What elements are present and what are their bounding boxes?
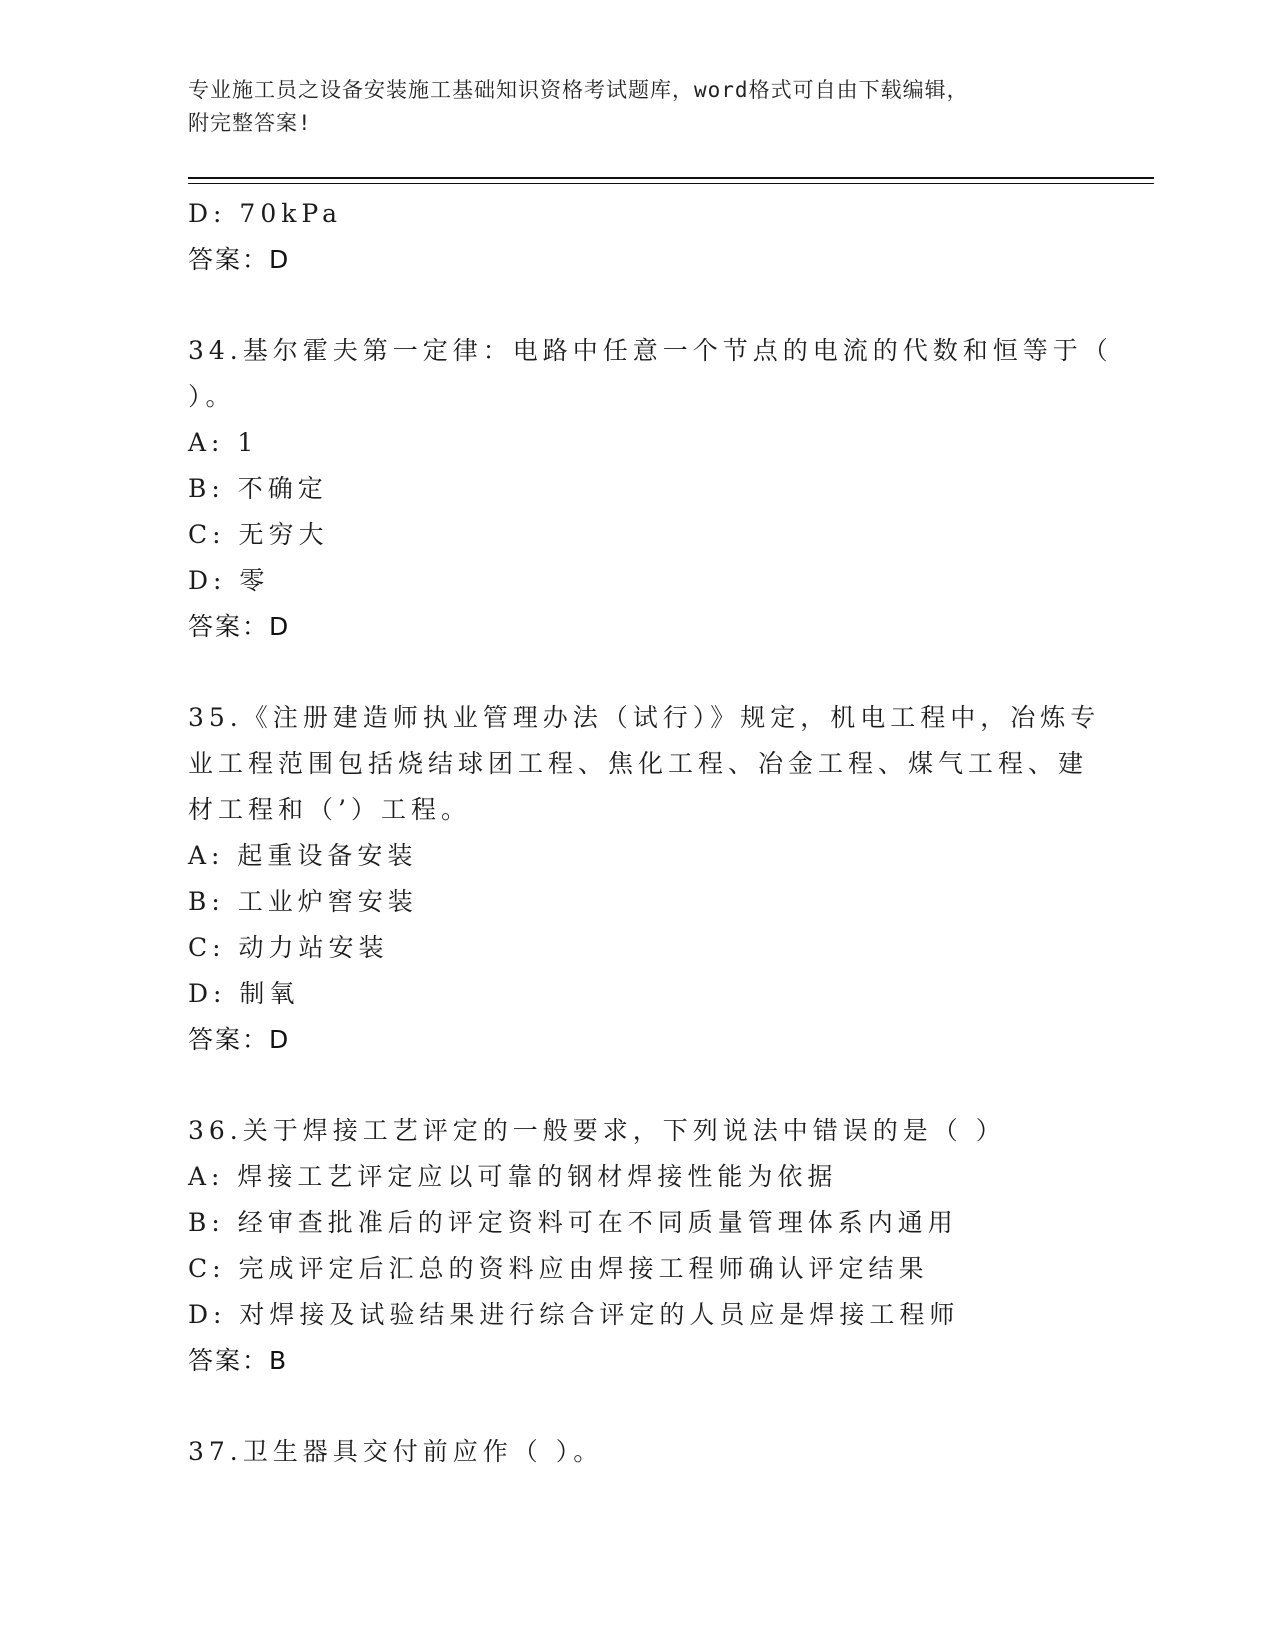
question-stem: 36.关于焊接工艺评定的一般要求，下列说法中错误的是（ ） (188, 1116, 1006, 1145)
option-a: A: 起重设备安装 (188, 841, 418, 870)
question-37 (188, 1429, 1088, 1475)
answer-line: 答案：D (188, 245, 291, 274)
option-c: C: 无穷大 (188, 520, 329, 549)
option-a: A: 1 (188, 428, 259, 457)
option-c: C: 动力站安装 (188, 933, 389, 962)
question-stem: 材工程和（’）工程。 (188, 795, 471, 824)
header-line-1: 专业施工员之设备安装施工基础知识资格考试题库，word格式可自由下载编辑， (188, 78, 969, 102)
question-36 (188, 1108, 1088, 1384)
question-stem: 35.《注册建造师执业管理办法（试行）》规定，机电工程中，冶炼专 (188, 703, 1101, 732)
answer-line: 答案：D (188, 612, 291, 641)
page-header (188, 74, 1088, 140)
question-35 (188, 695, 1101, 1063)
question-stem: ）。 (188, 382, 236, 411)
option-d: D: 对焊接及试验结果进行综合评定的人员应是焊接工程师 (188, 1300, 960, 1329)
question-34 (188, 328, 1113, 650)
option-b: B: 工业炉窖安装 (188, 887, 418, 916)
question-content (188, 191, 1113, 1475)
question-stem: 业工程范围包括烧结球团工程、焦化工程、冶金工程、煤气工程、建 (188, 749, 1089, 778)
option-d: D: 零 (188, 566, 270, 595)
question-stem: 37.卫生器具交付前应作（ ）。 (188, 1437, 604, 1466)
header-line-2: 附完整答案! (188, 111, 312, 135)
option-d: D: 70kPa (188, 199, 342, 228)
answer-line: 答案：B (188, 1346, 289, 1375)
answer-line: 答案：D (188, 1025, 291, 1054)
question-stem: 34.基尔霍夫第一定律：电路中任意一个节点的电流的代数和恒等于（ (188, 336, 1113, 365)
header-rule-thin (188, 183, 1154, 184)
header-rule-thick (188, 177, 1154, 179)
option-d: D: 制氧 (188, 979, 300, 1008)
option-a: A: 焊接工艺评定应以可靠的钢材焊接性能为依据 (188, 1162, 838, 1191)
option-c: C: 完成评定后汇总的资料应由焊接工程师确认评定结果 (188, 1254, 929, 1283)
option-b: B: 经审查批准后的评定资料可在不同质量管理体系内通用 (188, 1208, 958, 1237)
option-b: B: 不确定 (188, 474, 328, 503)
